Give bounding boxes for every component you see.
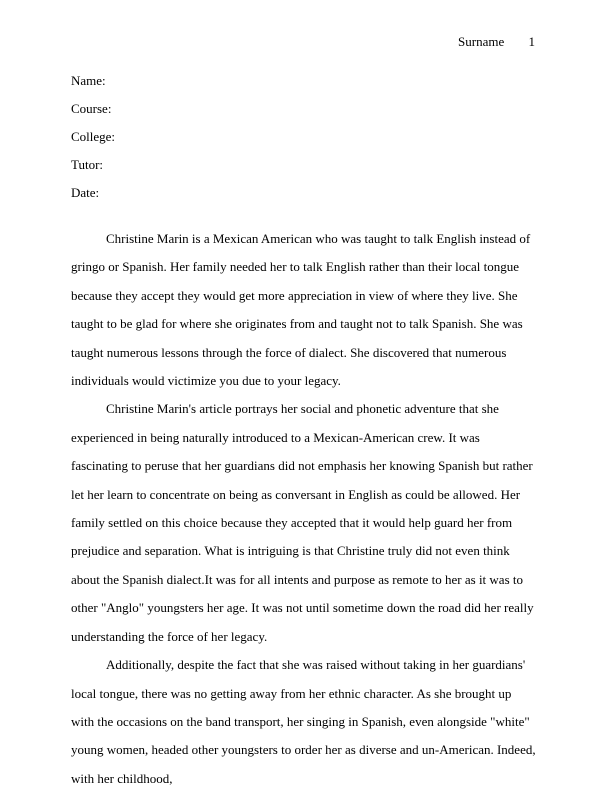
heading-block [71, 73, 115, 213]
college-line: College: [71, 129, 116, 144]
tutor-line: Tutor: [71, 157, 104, 172]
paragraph: Additionally, despite the fact that she was raised without taking in her guardians' local tongue, there was no getting away from her ethnic character. As she brought up with the occasions on the band transport, her singing in Spanish, even alongside "white" young women, headed other youngsters to order her as diverse and un-American. Indeed, with her childhood, [71, 657, 536, 786]
essay-body [71, 225, 536, 793]
page-number: 1 [528, 34, 535, 49]
paragraph: Christine Marin's article portrays her social and phonetic adventure that she experienced in being naturally introduced to a Mexican-American crew. It was fascinating to peruse that her guardians did not emphasis her knowing Spanish but rather let her learn to concentrate on being as conversant in English as could be allowed. Her family settled on this choice because they accepted that it would help guard her from prejudice and separation. What is intriguing is that Christine truly did not even think about the Spanish dialect.It was for all intents and purpose as remote to her as it was to other "Anglo" youngsters her age. It was not until sometime down the road did her really understanding the force of her legacy. [71, 401, 534, 644]
name-line: Name: [71, 73, 106, 88]
header-surname: Surname [458, 34, 505, 49]
date-line: Date: [71, 185, 100, 200]
paragraph: Christine Marin is a Mexican American who was taught to talk English instead of gringo or Spanish. Her family needed her to talk English rather than their local tongue because they accept they would get more appreciation in view of where they live. She taught to be glad for where she originates from and taught not to talk Spanish. She was taught numerous lessons through the force of dialect. She discovered that numerous individuals would victimize you due to your legacy. [71, 231, 531, 389]
course-line: Course: [71, 101, 112, 116]
running-header [458, 34, 535, 50]
